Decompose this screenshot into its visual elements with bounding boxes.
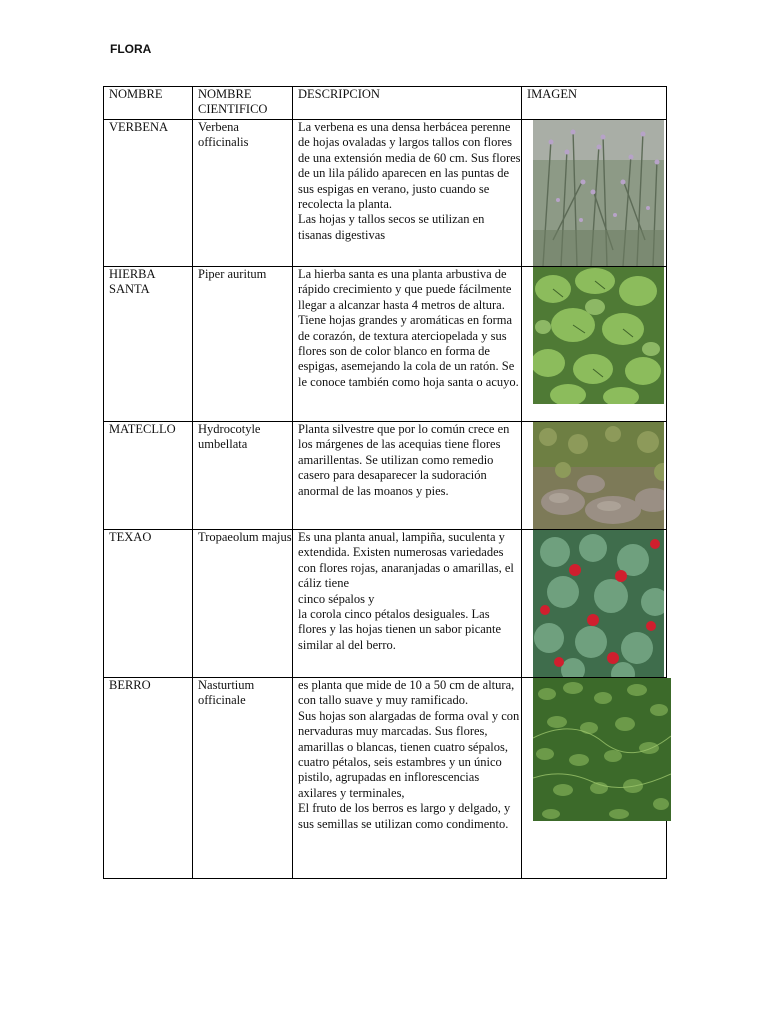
plant-image-cell xyxy=(522,422,667,530)
header-name: NOMBRE xyxy=(104,87,193,120)
plant-scientific-name: Tropaeolum majus xyxy=(193,530,293,678)
table-row xyxy=(104,530,667,678)
verbena-photo xyxy=(533,120,664,266)
berro-photo xyxy=(533,678,671,821)
plant-image-cell xyxy=(522,120,667,267)
texao-photo xyxy=(533,530,664,677)
plant-scientific-name: Hydrocotyle umbellata xyxy=(193,422,293,530)
table-row xyxy=(104,422,667,530)
header-description: DESCRIPCION xyxy=(293,87,522,120)
plant-name: TEXAO xyxy=(104,530,193,678)
plant-description: es planta que mide de 10 a 50 cm de altura, con tallo suave y muy ramificado. Sus hojas son alargadas de forma oval y con nervaduras muy marcadas. Sus flores, amarillas o blancas, tienen cuatro sépalos, cuatro pétalos, seis estambres y un único pistilo, agrupadas en inflorescencias axilares y terminales, El fruto de los berros es largo y delgado, y sus semillas se utilizan como condimento. xyxy=(293,678,522,879)
table-row xyxy=(104,678,667,879)
plant-image-cell xyxy=(522,678,667,879)
plant-image-cell xyxy=(522,530,667,678)
hierba-santa-photo xyxy=(533,267,664,404)
flora-table xyxy=(103,86,667,879)
plant-name: VERBENA xyxy=(104,120,193,267)
plant-description: La verbena es una densa herbácea perenne de hojas ovaladas y largos tallos con flores de una extensión media de 60 cm. Sus flores de un lila pálido aparecen en las puntas de sus espigas en verano, justo cuando se recolecta la planta. Las hojas y tallos secos se utilizan en tisanas digestivas xyxy=(293,120,522,267)
header-image: IMAGEN xyxy=(522,87,667,120)
table-row xyxy=(104,120,667,267)
plant-image-cell xyxy=(522,267,667,422)
plant-description: La hierba santa es una planta arbustiva de rápido crecimiento y que puede fácilmente llegar a alcanzar hasta 4 metros de altura. Tiene hojas grandes y aromáticas en forma de corazón, de textura aterciopelada y sus flores son de color blanco en forma de espigas, asemejando la cola de un ratón. Se le conoce también como hoja santa o acuyo. xyxy=(293,267,522,422)
plant-description: Planta silvestre que por lo común crece en los márgenes de las acequias tiene flores amarillentas. Se utilizan como remedio casero para desaparecer la sudoración anormal de las moanos y pies. xyxy=(293,422,522,530)
table-row xyxy=(104,267,667,422)
plant-name: BERRO xyxy=(104,678,193,879)
plant-scientific-name: Piper auritum xyxy=(193,267,293,422)
plant-scientific-name: Nasturtium officinale xyxy=(193,678,293,879)
header-scientific-name: NOMBRE CIENTIFICO xyxy=(193,87,293,120)
matecllo-photo xyxy=(533,422,664,529)
plant-name: MATECLLO xyxy=(104,422,193,530)
plant-name: HIERBA SANTA xyxy=(104,267,193,422)
plant-scientific-name: Verbena officinalis xyxy=(193,120,293,267)
plant-description: Es una planta anual, lampiña, suculenta y extendida. Existen numerosas variedades con flores rojas, anaranjadas o amarillas, el cáliz tiene cinco sépalos y la corola cinco pétalos desiguales. Las flores y las hojas tienen un sabor picante similar al del berro. xyxy=(293,530,522,678)
table-header-row xyxy=(104,87,667,120)
page-title: FLORA xyxy=(110,42,152,56)
